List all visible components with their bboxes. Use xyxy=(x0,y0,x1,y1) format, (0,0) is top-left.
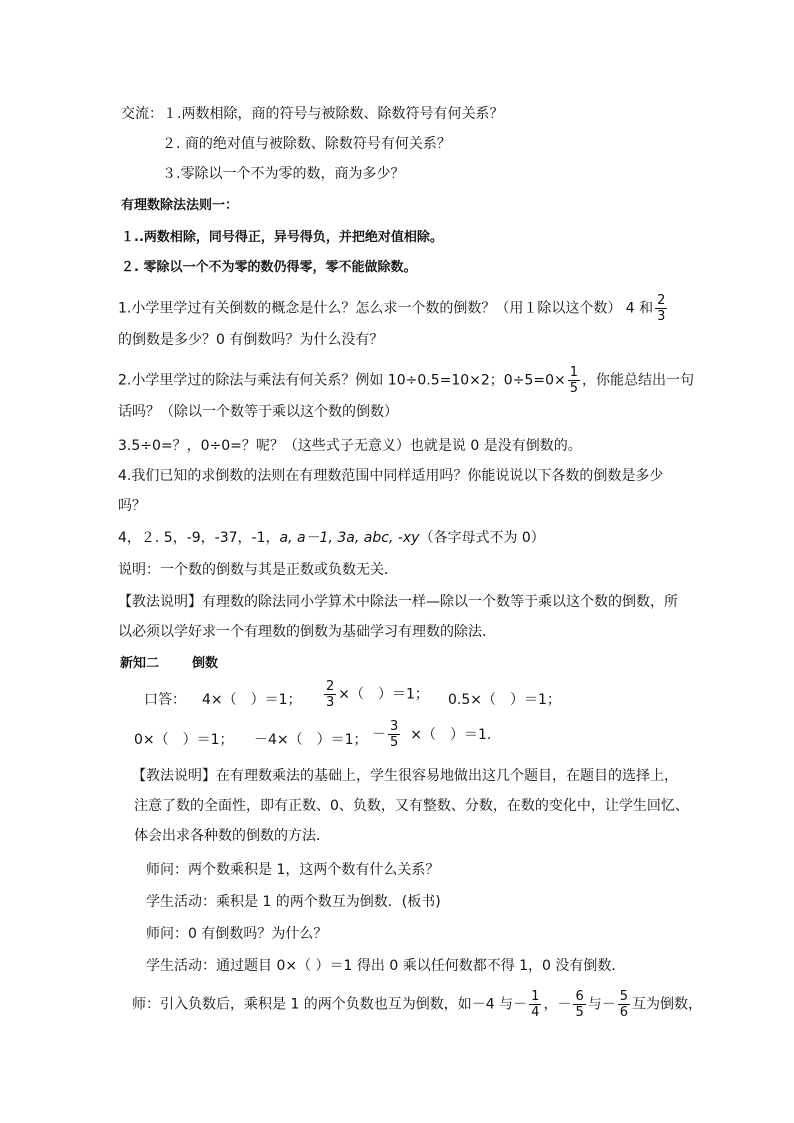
fraction-one-fourth: $\frac{1}{4}$ xyxy=(531,989,540,1020)
oral-exercise-3: 0.5×（ ）＝1； xyxy=(448,692,561,708)
fraction-five-sixths: $\frac{5}{6}$ xyxy=(619,989,629,1020)
question-1-text: 1.小学里学过有关倒数的概念是什么？怎么求一个数的倒数？（用１除以这个数） 4 和 xyxy=(118,300,654,317)
question-1-line2: 的倒数是多少？0 有倒数吗？为什么没有？ xyxy=(118,332,384,348)
student-activity-2: 学生活动：通过题目 0×（ ）＝1 得出 0 乘以任何数都不得 1，0 没有倒数． xyxy=(146,958,626,974)
oral-exercise-6 xyxy=(372,720,491,749)
discussion-q3: ３.零除以一个不为零的数，商为多少？ xyxy=(162,166,405,182)
teacher-conclusion-tail: 互为倒数， xyxy=(632,996,703,1013)
teaching-note-2-line3: 体会出求各种数的倒数的方法． xyxy=(134,828,330,844)
section-2-label: 新知二 xyxy=(120,656,160,671)
fraction-one-fifth: $\frac{1}{5}$ xyxy=(569,365,578,396)
oral-exercise-1: 4×（ ）＝1； xyxy=(202,692,302,708)
fraction-six-fifths: $\frac{6}{5}$ xyxy=(575,989,584,1020)
oral-exercise-2 xyxy=(322,680,429,709)
question-4-line2: 吗？ xyxy=(118,498,146,514)
question-4-line1: 4.我们已知的求倒数的法则在有理数范围中同样适用吗？你能说说以下各数的倒数是多少 xyxy=(118,468,664,484)
question-2-text: 2.小学里学过的除法与乘法有何关系？例如 10÷0.5=10×2；0÷5=0× xyxy=(118,372,566,389)
section-2-title: 倒数 xyxy=(192,656,219,671)
oral-exercise-4: 0×（ ）＝1； xyxy=(134,732,234,748)
fraction-three-fifths: $\frac{3}{5}$ xyxy=(390,719,399,750)
fraction-two-thirds: $\frac{2}{3}$ xyxy=(657,293,666,324)
teaching-note-1-line2: 以必须以学好求一个有理数的倒数为基础学习有理数的除法． xyxy=(118,624,496,640)
question-1-line1 xyxy=(118,294,669,323)
number-list-values: 4，２. 5，-9，-37，-1， xyxy=(118,530,280,546)
question-2-line2: 话吗？（除以一个数等于乘以这个数的倒数） xyxy=(118,404,398,420)
number-list xyxy=(118,528,545,548)
teacher-conclusion xyxy=(132,990,702,1019)
question-3: 3.5÷0=？，0÷0=？呢？（这些式子无意义）也就是说 0 是没有倒数的。 xyxy=(118,438,582,454)
teacher-conclusion-sep: ，－ xyxy=(543,996,572,1013)
number-list-letters: a, a－1, 3a, abc, -xy xyxy=(279,530,420,546)
teaching-note-2-line1: 【教法说明】在有理数乘法的基础上，学生很容易地做出这几个题目，在题目的选择上， xyxy=(132,768,678,784)
teacher-conclusion-text: 师：引入负数后，乘积是 1 的两个负数也互为倒数，如－4 与－ xyxy=(132,996,528,1013)
rule-item-1: １..两数相除，同号得正，异号得负，并把绝对值相除。 xyxy=(121,230,443,245)
oral-exercise-6-sign: － xyxy=(372,726,386,743)
teacher-conclusion-and: 与－ xyxy=(587,996,616,1013)
question-2-tail: ，你能总结出一句 xyxy=(582,372,694,389)
fraction-two-thirds-oral: $\frac{2}{3}$ xyxy=(326,679,335,710)
question-2-line1 xyxy=(118,366,694,395)
oral-exercise-6-text: ×（ ）＝1. xyxy=(410,726,492,743)
oral-exercise-2-text: ×（ ）＝1； xyxy=(338,686,429,703)
oral-label: 口答： xyxy=(144,692,186,708)
teaching-note-1-line1: 【教法说明】有理数的除法同小学算术中除法一样—除以一个数等于乘以这个数的倒数，所 xyxy=(118,594,678,610)
rule-title: 有理数除法法则一： xyxy=(121,198,239,213)
discussion-q2: ２. 商的绝对值与被除数、除数符号有何关系？ xyxy=(162,136,451,152)
student-activity-1: 学生活动：乘积是 1 的两个数互为倒数．(板书) xyxy=(146,894,441,910)
discussion-q1: 交流：１.两数相除，商的符号与被除数、除数符号有何关系？ xyxy=(121,106,504,122)
number-list-note: （各字母式不为 0） xyxy=(419,530,545,546)
teacher-question-2: 师问：0 有倒数吗？为什么？ xyxy=(146,926,328,942)
teaching-note-2-line2: 注意了数的全面性，即有正数、0、负数，又有整数、分数，在数的变化中，让学生回忆、 xyxy=(134,798,689,814)
teacher-question-1: 师问：两个数乘积是 1，这两个数有什么关系？ xyxy=(146,862,440,878)
oral-exercise-5: －4×（ ）＝1； xyxy=(254,732,368,748)
rule-item-2: ２. 零除以一个不为零的数仍得零，零不能做除数。 xyxy=(121,260,417,275)
explanation-note: 说明：一个数的倒数与其是正数或负数无关． xyxy=(118,562,398,578)
